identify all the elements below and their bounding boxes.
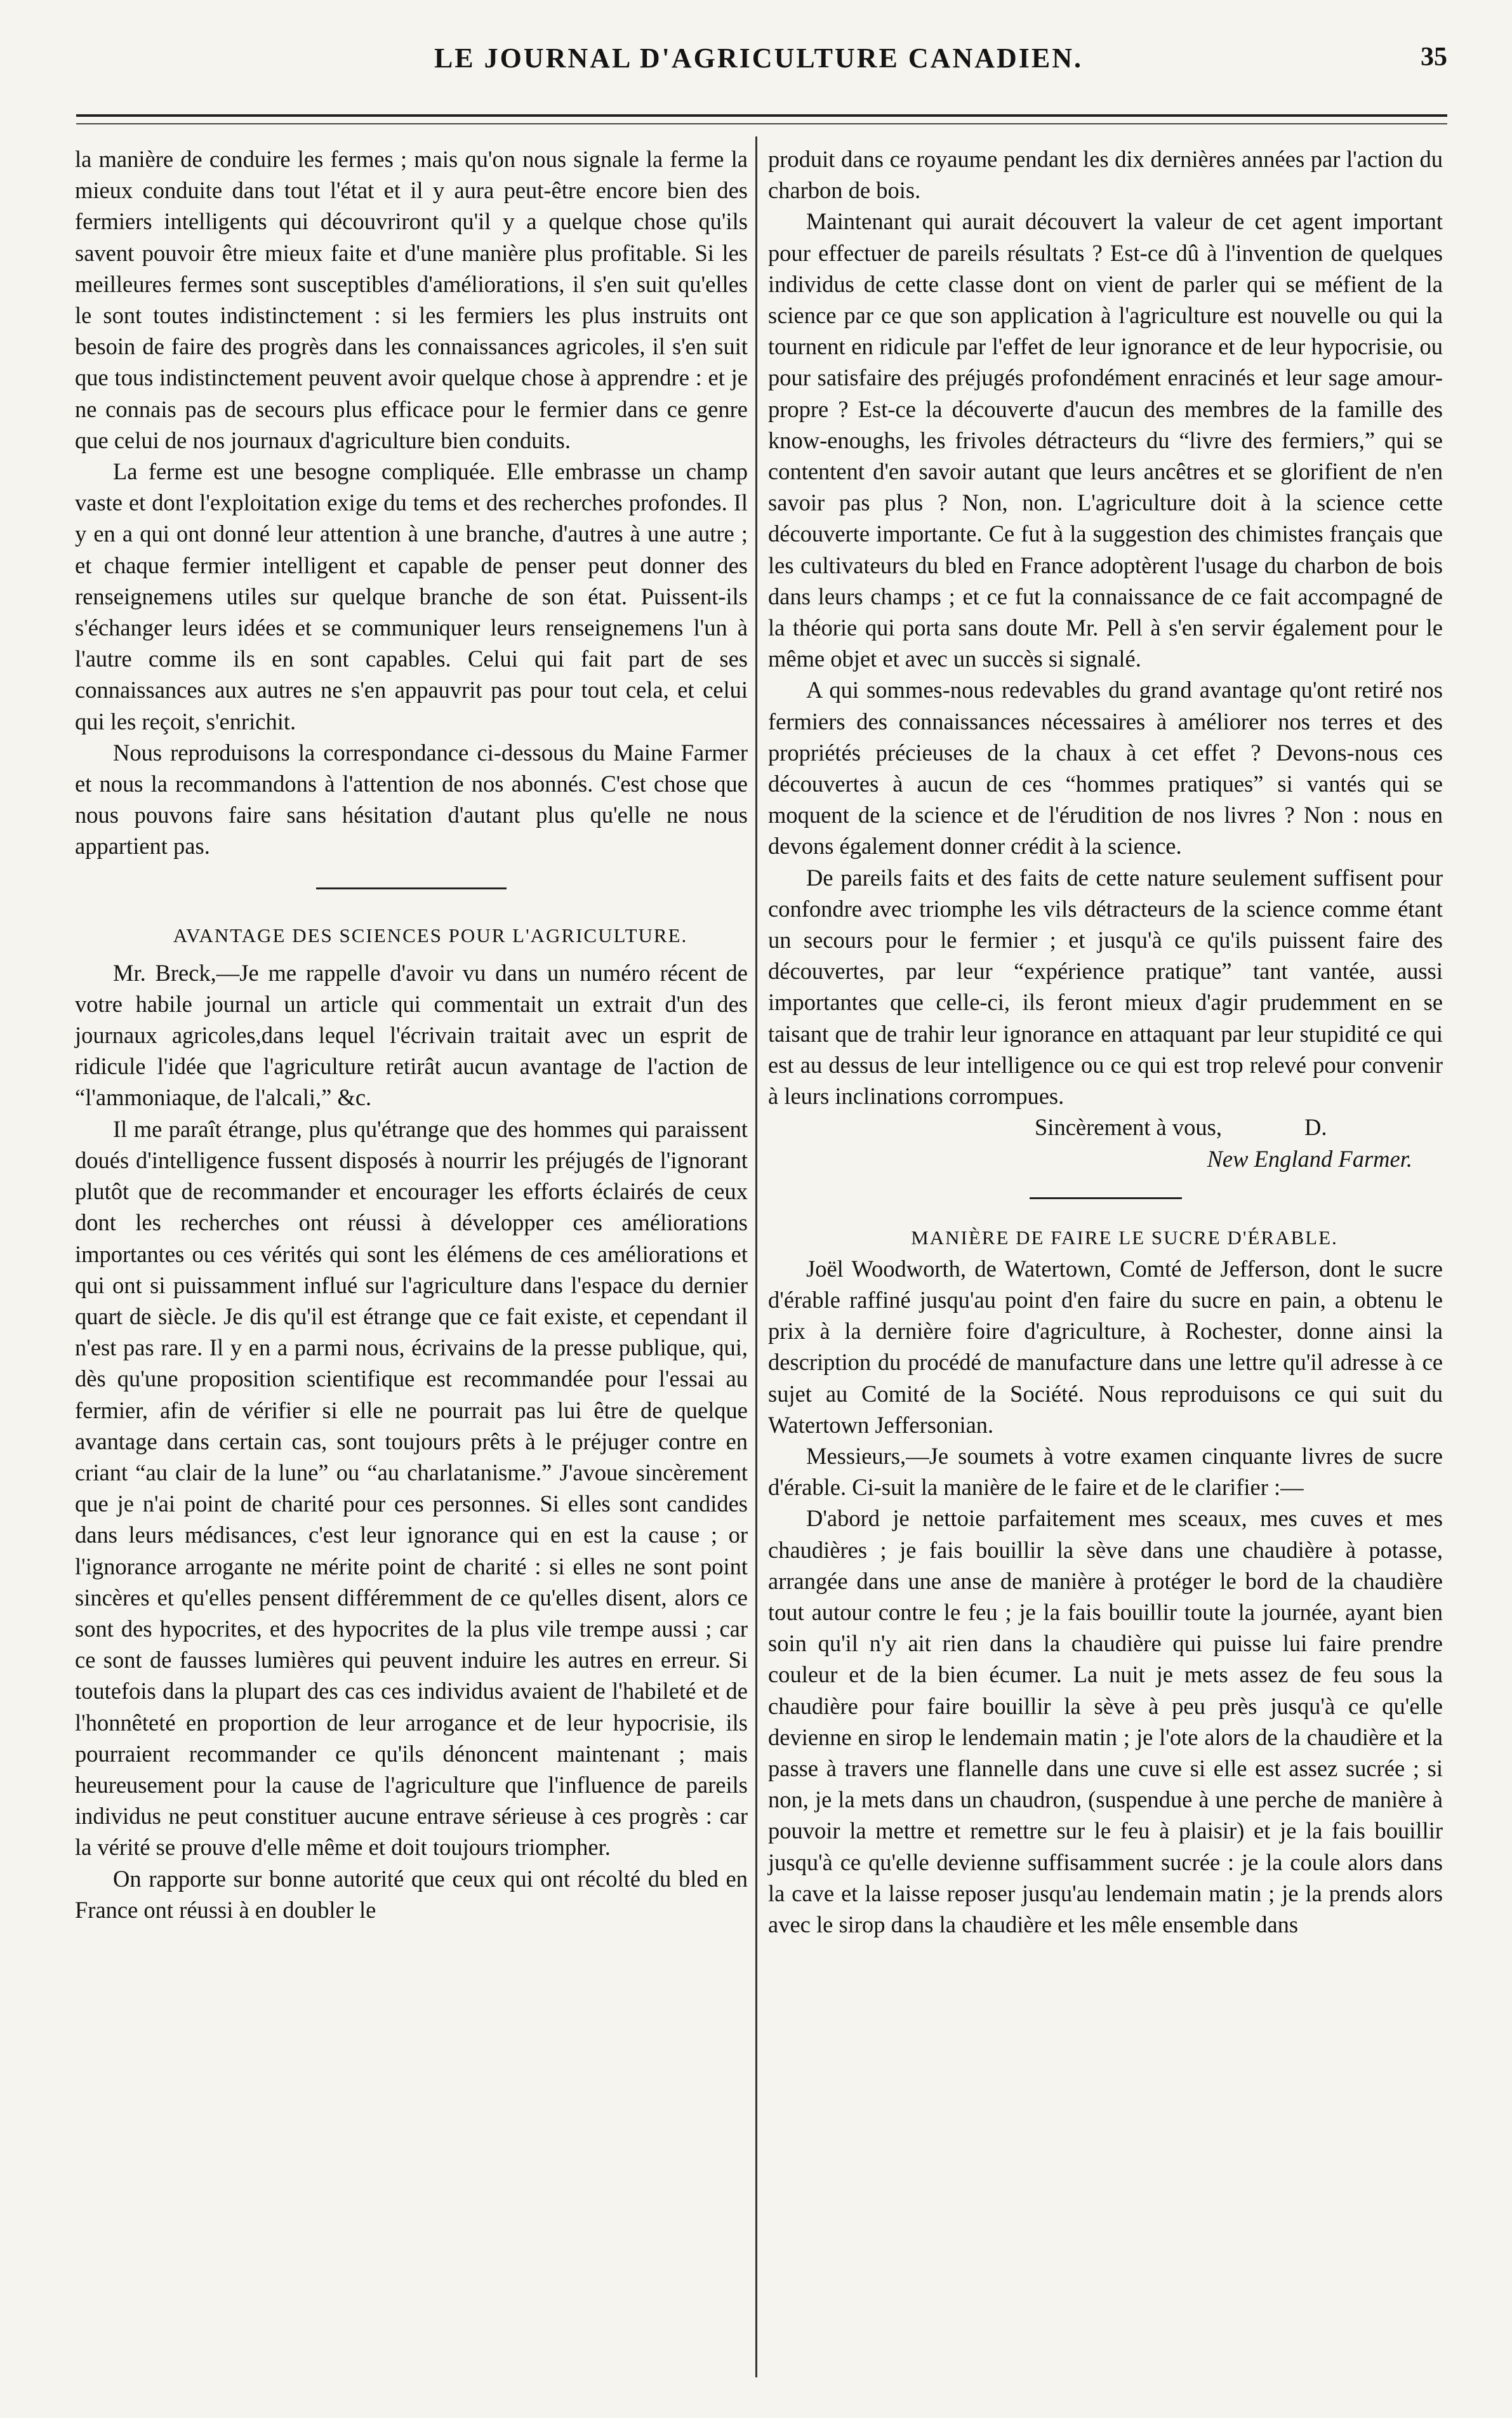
section-heading: MANIÈRE DE FAIRE LE SUCRE D'ÉRABLE. (911, 1226, 1338, 1249)
signature-closing: Sincèrement à vous, (1035, 1114, 1222, 1141)
paragraph: Maintenant qui aurait découvert la valeur de cet agent important pour effectuer de pareils résultats ? Est-ce dû à l'invention de quelques individus de cette classe dont on vient de parler qui se méfient de la science par ce que son application à l'agriculture est nouvelle ou qui la tournent en ridicule par l'effet de leur ignorance et de leur hypocrisie, ou pour satisfaire des préjugés profondément enracinés et leur sage amour-propre ? Est-ce la découverte d'aucun des membres de la famille des know-enoughs, les frivoles détracteurs du “livre des fermiers,” qui se contentent d'en savoir autant que leurs ancêtres et se glorifient de n'en savoir pas plus ? Non, non. L'agriculture doit à la science cette découverte importante. Ce fut à la suggestion des chimistes français que les cultivateurs du bled en France adoptèrent l'usage du charbon de bois dans leurs champs ; et ce fut la connaissance de ce fait accompagné de la théorie qui porta sans doute Mr. Pell à s'en servir également pour le même objet et avec un succès si signalé. (768, 208, 1443, 672)
column-divider (755, 136, 757, 2377)
header-rule-thin (76, 123, 1447, 124)
signature-initial: D. (1304, 1114, 1327, 1141)
page-number: 35 (1421, 43, 1447, 72)
paragraph: la manière de conduire les fermes ; mais qu'on nous signale la ferme la mieux conduite dans tout l'état et il y aura peut-être encore bien des fermiers intelligents qui découvriront qu'il y a quelque chose qu'ils savent pouvoir être mieux faite et d'une manière plus profitable. Si les meilleures fermes sont susceptibles d'améliorations, il s'en suit qu'elles le sont toutes indistinctement : si les fermiers les plus instruits ont besoin de faire des progrès dans les connaissances agricoles, il s'en suit que tous indistinctement peuvent avoir quelque chose à apprendre : et je ne connais pas de secours plus efficace pour le fermier dans ce genre que celui de nos journaux d'agriculture bien conduits. (75, 146, 748, 453)
section-heading: AVANTAGE DES SCIENCES POUR L'AGRICULTURE. (173, 924, 688, 947)
paragraph: Mr. Breck,—Je me rappelle d'avoir vu dans un numéro récent de votre habile journal un article qui commentait un extrait d'un des journaux agricoles,dans lequel l'écrivain traitait avec un esprit de ridicule l'idée que l'agriculture retirât aucun avantage de l'action de “l'ammoniaque, de l'alcali,” &c. (75, 959, 748, 1111)
right-column (768, 143, 1443, 1940)
paragraph: Il me paraît étrange, plus qu'étrange que des hommes qui paraissent doués d'intelligence fussent disposés à nourrir les préjugés de l'ignorant plutôt que de recommander et encourager les efforts éclairés de ceux dont les recherches ont réussi à développer ces améliorations importantes ou ces vérités qui sont les élémens de ces améliorations et qui ont si puissamment influé sur l'agriculture dans l'espace du dernier quart de siècle. Je dis qu'il est étrange que ce fait existe, et cependant il n'est pas rare. Il y en a parmi nous, écrivains de la presse publique, qui, dès qu'une proposition scientifique est recommandée pour l'essai au fermier, afin de vérifier si elle ne pourrait pas lui être de quelque avantage dans certain cas, sont toujours prêts à le préjuger contre en criant “au clair de la lune” ou “au charlatanisme.” J'avoue sincèrement que je n'ai point de charité pour ces personnes. Si elles sont candides dans leurs médisances, c'est leur ignorance qui en est la cause ; or l'ignorance arrogante ne mérite point de charité : si elles ne sont point sincères et qu'elles pensent différemment de ce qu'elles disent, alors ce sont des hypocrites, et des hypocrites de la plus vile trempe aussi ; car ce sont de fausses lumières qui peuvent induire les autres en erreur. Si toutefois dans la plupart des cas ces individus avaient de l'habileté et de l'honnêteté en proportion de leur arrogance et de leur hypocrisie, ils pourraient recommander ce qu'ils dénoncent maintenant ; mais heureusement pour la cause de l'agriculture que l'influence de pareils individus ne peut constituer aucune entrave sérieuse à ces progrès : car la vérité se prouve d'elle même et doit toujours triompher. (75, 1115, 748, 1861)
section-divider (316, 887, 507, 889)
paragraph: Joël Woodworth, de Watertown, Comté de Jefferson, dont le sucre d'érable raffiné jusqu'au point d'en faire du sucre en pain, a obtenu le prix à la dernière foire d'agriculture, à Rochester, donne ainsi la description du procédé de manufacture dans une lettre qu'il adresse à ce sujet au Comité de la Société. Nous reproduisons ce qui suit du Watertown Jeffersonian. (768, 1255, 1443, 1438)
page-header (70, 39, 1447, 90)
header-rule (76, 114, 1447, 117)
paragraph: La ferme est une besogne compliquée. Elle embrasse un champ vaste et dont l'exploitation exige du tems et des recherches profondes. Il y en a qui ont donné leur attention à une branche, d'autres à une autre ; et chaque fermier intelligent et capable de penser peut donner des renseignemens utiles sur quelque branche de son état. Puissent-ils s'échanger leurs idées et se communiquer leurs renseignemens l'un à l'autre comme ils en sont capables. Celui qui fait part de ses connaissances aux autres ne s'en appauvrit pas pour tout cela, et celui qui les reçoit, s'enrichit. (75, 458, 748, 734)
paragraph: Nous reproduisons la correspondance ci-dessous du Maine Farmer et nous la recommandons à l'attention de nos abonnés. C'est chose que nous pouvons faire sans hésitation d'autant plus qu'elle ne nous appartient pas. (75, 739, 748, 860)
paragraph: D'abord je nettoie parfaitement mes sceaux, mes cuves et mes chaudières ; je fais bouillir la sève dans une chaudière à potasse, arrangée dans une anse de manière à protéger le bord de la chaudière tout autour contre le feu ; je la fais bouillir toute la journée, ayant bien soin qu'il n'y ait rien dans la chaudière qui puisse lui faire prendre couleur et de la bien écumer. La nuit je mets assez de feu sous la chaudière pour faire bouillir la sève à peu près jusqu'à ce qu'elle devienne en sirop le lendemain matin ; je l'ote alors de la chaudière et la passe à travers une flannelle dans une cuve si elle est assez sucrée ; si non, je la mets dans un chaudron, (suspendue à une perche de manière à pouvoir la mettre et remettre sur le feu à plaisir) et je la fais bouillir jusqu'à ce qu'elle devienne suffisamment sucrée : je la coule alors dans la cave et la laisse reposer jusqu'au lendemain matin ; je la prends alors avec le sirop dans la chaudière et les mêle ensemble dans (768, 1505, 1443, 1937)
signature-closing-line (768, 1112, 1443, 1143)
paragraph: Messieurs,—Je soumets à votre examen cinquante livres de sucre d'érable. Ci-suit la manière de le faire et de le clarifier :— (768, 1442, 1443, 1501)
section-divider (1030, 1197, 1182, 1199)
journal-title: LE JOURNAL D'AGRICULTURE CANADIEN. (434, 43, 1084, 74)
left-column (75, 143, 748, 1925)
paragraph: A qui sommes-nous redevables du grand avantage qu'ont retiré nos fermiers des connaissances nécessaires à améliorer nos terres et des propriétés précieuses de la chaux à cet effet ? Devons-nous ces découvertes à aucun de ces “hommes pratiques” si vantés qui se moquent de la science et de l'érudition de nos livres ? Non : nous en devons également donner crédit à la science. (768, 677, 1443, 860)
paragraph: On rapporte sur bonne autorité que ceux qui ont récolté du bled en France ont réussi à en doubler le (75, 1865, 748, 1923)
paragraph: produit dans ce royaume pendant les dix dernières années par l'action du charbon de bois. (768, 146, 1443, 204)
signature-source: New England Farmer. (1207, 1145, 1412, 1172)
paragraph: De pareils faits et des faits de cette nature seulement suffisent pour confondre avec triomphe les vils détracteurs de la science comme étant un secours pour le fermier ; et jusqu'à ce qu'ils puissent faire des découvertes, par leur “expérience pratique” tant vantée, aussi importantes que celle-ci, ils feront mieux d'agir prudemment en se taisant que de trahir leur ignorance en attaquant par leur stupidité ce qui est au dessus de leur intelligence ou ce qui est trop relevé pour convenir à leurs inclinations corrompues. (768, 864, 1443, 1110)
